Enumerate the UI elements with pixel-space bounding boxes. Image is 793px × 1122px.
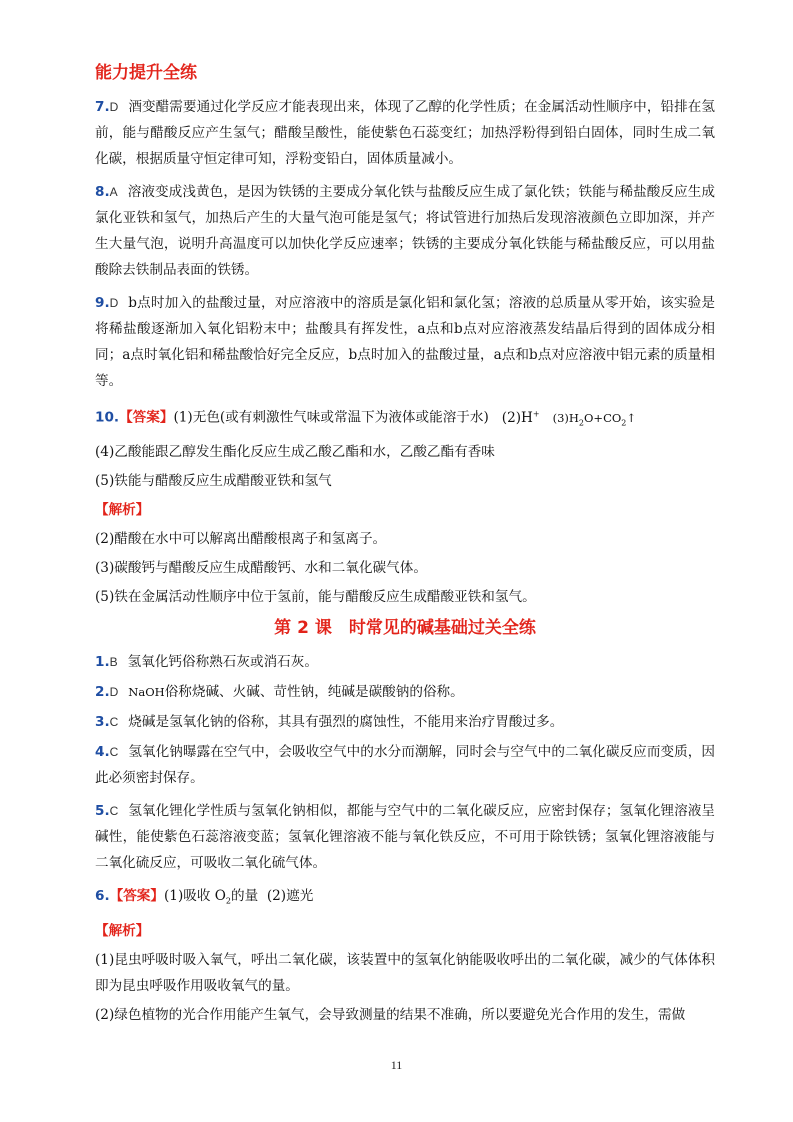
answer-item-5 <box>95 798 715 876</box>
page-number: 11 <box>390 1058 403 1072</box>
question-number: 5. <box>95 802 110 819</box>
answer-part-3: $(3)H_2O+CO_2↑$ <box>552 410 637 427</box>
answer-item-2 <box>95 679 715 705</box>
answer-item-8 <box>95 179 715 283</box>
answer-option: C <box>109 744 119 759</box>
answer-part-4: (4)乙酸能跟乙醇发生酯化反应生成乙酸乙酯和水，乙酸乙酯有香味 <box>95 443 495 460</box>
answer-item-3 <box>95 709 715 735</box>
analysis-label: 【解析】 <box>95 501 150 518</box>
question-number: 4. <box>95 743 110 760</box>
analysis-part-3: (3)碳酸钙与醋酸反应生成醋酸钙、水和二氧化碳气体。 <box>95 559 427 576</box>
answer-part-1: (1)无色(或有刺激性气味或常温下为液体或能溶于水) <box>173 409 489 426</box>
section-heading-bases: 第 2 课 时常见的碱基础过关全练 <box>274 617 536 638</box>
answer-label: 【答案】 <box>109 887 164 904</box>
answer-option: A <box>109 185 118 199</box>
analysis-part-2: (2)绿色植物的光合作用能产生氧气，会导致测量的结果不准确，所以要避免光合作用的发生，需做 <box>95 1006 686 1023</box>
answer-part-2: (2)H+ <box>501 409 540 426</box>
explanation-text: b点时加入的盐酸过量，对应溶液中的溶质是氯化铝和氯化氢；溶液的总质量从零开始，该实验是将稀盐酸逐渐加入氧化铝粉末中；盐酸具有挥发性，a点和b点对应溶液蒸发结晶后得到的固体成分相同；a点时氧化铝和稀盐酸恰好完全反应，b点时加入的盐酸过量，a点和b点对应溶液中铝元素的质量相等。 <box>95 295 715 389</box>
analysis-part-1: (1)昆虫呼吸时吸入氧气，呼出二氧化碳，该装置中的氢氧化钠能吸收呼出的二氧化碳，减少的气体体积即为昆虫呼吸作用吸收氧气的量。 <box>95 951 715 994</box>
answer-item-9 <box>95 290 715 394</box>
explanation-text: 氢氧化锂化学性质与氢氧化钠相似，都能与空气中的二氧化碳反应，应密封保存；氢氧化锂溶液呈碱性，能使紫色石蕊溶液变蓝；氢氧化锂溶液不能与氧化铁反应，不可用于除铁锈；氢氧化锂溶液能与二氧化硫反应，可吸收二氧化硫气体。 <box>95 802 715 871</box>
question-number: 7. <box>95 99 110 115</box>
answer-item-1 <box>95 649 715 675</box>
question-number: 9. <box>95 295 110 311</box>
answer-option: D <box>109 296 119 310</box>
answer-option: C <box>109 714 119 729</box>
explanation-text: 烧碱是氢氧化钠的俗称，其具有强烈的腐蚀性，不能用来治疗胃酸过多。 <box>128 713 564 730</box>
answer-item-4 <box>95 739 715 791</box>
question-number: 10. <box>95 409 120 426</box>
answer-option: C <box>109 803 119 818</box>
answer-label: 【答案】 <box>119 409 174 426</box>
section-heading-ability: 能力提升全练 <box>95 63 197 83</box>
answer-option: D <box>109 100 119 114</box>
analysis-part-5: (5)铁在金属活动性顺序中位于氢前，能与醋酸反应生成醋酸亚铁和氢气。 <box>95 588 536 605</box>
explanation-text: 溶液变成浅黄色，是因为铁锈的主要成分氧化铁与盐酸反应生成了氯化铁；铁能与稀盐酸反应生成氯化亚铁和氢气，加热后产生的大量气泡可能是氢气；将试管进行加热后发现溶液颜色立即加深，并产生大量气泡，说明升高温度可以加快化学反应速率；铁锈的主要成分氧化铁能与稀盐酸反应，可以用盐酸除去铁制品表面的铁锈。 <box>95 184 715 278</box>
question-number: 2. <box>95 683 110 700</box>
page-content <box>95 62 715 1035</box>
explanation-text: 氢氧化钠曝露在空气中，会吸收空气中的水分而潮解，同时会与空气中的二氧化碳反应而变质，因此必须密封保存。 <box>95 743 715 786</box>
analysis-label: 【解析】 <box>95 922 150 939</box>
question-number: 1. <box>95 653 110 670</box>
answer-option: B <box>109 654 118 669</box>
explanation-text: 酒变醋需要通过化学反应才能表现出来，体现了乙醇的化学性质；在金属活动性顺序中，铅排在氢前，能与醋酸反应产生氢气；醋酸呈酸性，能使紫色石蕊变红；加热浮粉得到铅白固体，同时生成二氧化碳，根据质量守恒定律可知，浮粉变铅白，固体质量减小。 <box>95 99 715 167</box>
question-number: 8. <box>95 184 110 200</box>
question-number: 6. <box>95 887 110 904</box>
answer-part-2: (2)遮光 <box>266 887 314 904</box>
answer-part-1: (1)吸收 $O_2$的量 <box>164 887 259 906</box>
answer-item-10 <box>95 401 715 436</box>
answer-item-6 <box>95 883 715 915</box>
explanation-text: 俗称烧碱、火碱、苛性钠，纯碱是碳酸钠的俗称。 <box>164 683 464 700</box>
explanation-text: 氢氧化钙俗称熟石灰或消石灰。 <box>127 653 318 670</box>
answer-option: D <box>109 684 119 699</box>
analysis-part-2: (2)醋酸在水中可以解离出醋酸根离子和氢离子。 <box>95 530 387 547</box>
answer-part-5: (5)铁能与醋酸反应生成醋酸亚铁和氢气 <box>95 472 332 489</box>
formula-text: NaOH <box>128 684 165 699</box>
question-number: 3. <box>95 713 110 730</box>
answer-item-7 <box>95 94 715 172</box>
